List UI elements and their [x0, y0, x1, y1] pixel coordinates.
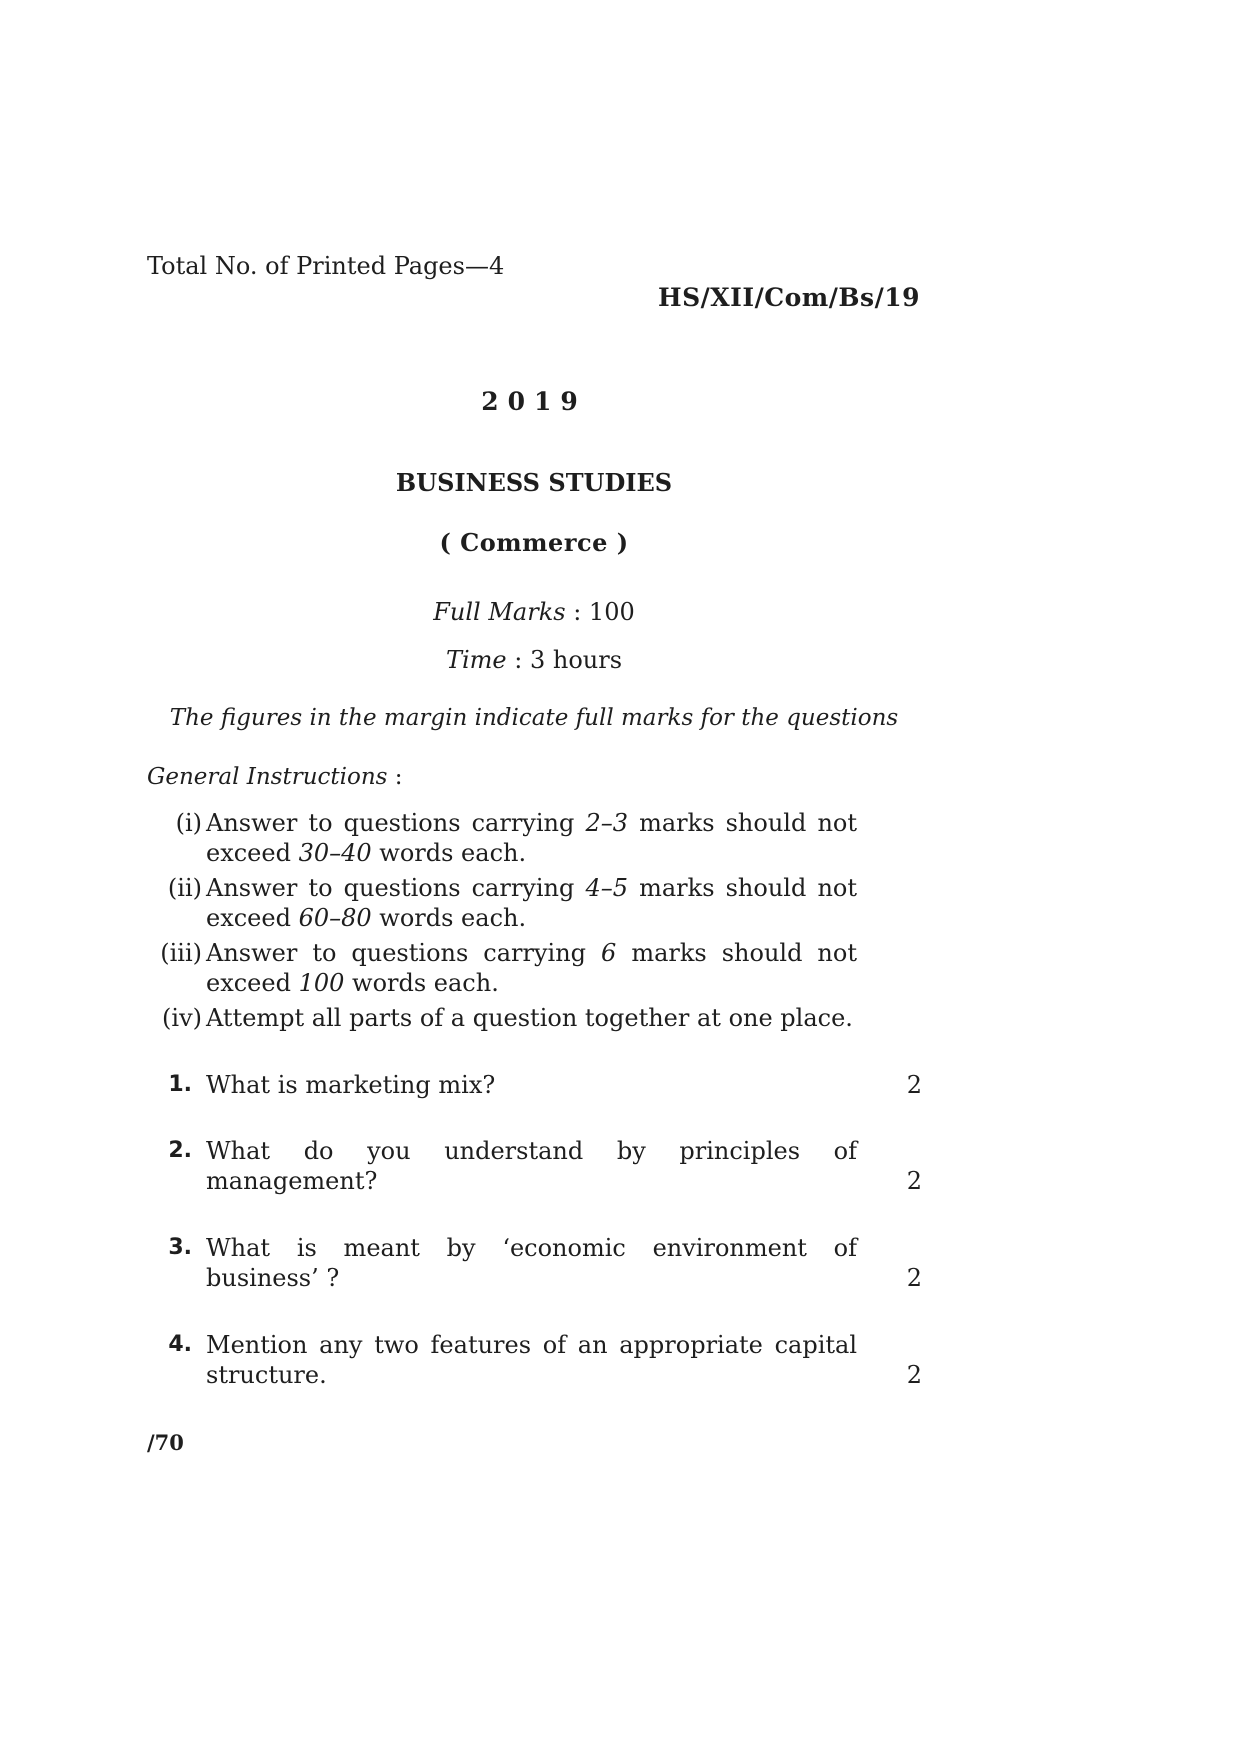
exam-time [147, 646, 921, 674]
question-text-line2: management? [206, 1167, 378, 1195]
question-item [152, 1136, 922, 1196]
question-text-line1: What is meant by ‘economic environment of [206, 1234, 857, 1262]
total-printed-pages: Total No. of Printed Pages—4 [147, 252, 505, 280]
margin-note: The figures in the margin indicate full marks for the questions [169, 705, 899, 731]
exam-year: 2019 [481, 387, 587, 416]
time-value: : 3 hours [506, 646, 623, 674]
question-text-line2: structure. [206, 1361, 327, 1389]
instruction-text: Answer to questions carrying 2–3 marks should not exceed 30–40 words each. [206, 809, 857, 867]
question-number: 1. [168, 1072, 192, 1097]
general-instructions-heading [147, 764, 403, 790]
question-text-line1: Mention any two features of an appropriate capital [206, 1331, 857, 1359]
paper-code: HS/XII/Com/Bs/19 [657, 283, 920, 312]
question-number: 4. [168, 1332, 192, 1357]
instructions-heading-colon: : [387, 764, 403, 790]
question-item [152, 1233, 922, 1293]
page-footer-code: /70 [147, 1430, 184, 1455]
stream-label: ( Commerce ) [439, 528, 629, 557]
full-marks [147, 598, 921, 626]
instruction-item [152, 808, 857, 868]
full-marks-label: Full Marks [433, 598, 566, 626]
instruction-text: Attempt all parts of a question together at one place. [206, 1004, 853, 1032]
question-marks: 2 [906, 1167, 922, 1195]
instruction-number: (iv) [162, 1004, 202, 1032]
question-number: 2. [168, 1138, 192, 1163]
time-label: Time [445, 646, 507, 674]
question-marks: 2 [906, 1071, 922, 1099]
instruction-text: Answer to questions carrying 4–5 marks should not exceed 60–80 words each. [206, 874, 857, 932]
question-item [152, 1070, 922, 1100]
instruction-number: (ii) [167, 874, 202, 902]
instruction-text: Answer to questions carrying 6 marks should not exceed 100 words each. [206, 939, 857, 997]
question-text-line2: business’ ? [206, 1264, 340, 1292]
question-marks: 2 [906, 1361, 922, 1389]
subject-title: BUSINESS STUDIES [395, 468, 673, 497]
question-text: What is marketing mix? [206, 1071, 496, 1099]
instruction-item [152, 938, 857, 998]
question-marks: 2 [906, 1264, 922, 1292]
instruction-item [152, 1003, 857, 1033]
instruction-number: (i) [175, 809, 202, 837]
question-item [152, 1330, 922, 1390]
instruction-item [152, 873, 857, 933]
question-text-line1: What do you understand by principles of [206, 1137, 857, 1165]
question-number: 3. [168, 1235, 192, 1260]
instruction-number: (iii) [160, 939, 202, 967]
instructions-heading-text: General Instructions [147, 764, 388, 790]
full-marks-value: : 100 [565, 598, 635, 626]
